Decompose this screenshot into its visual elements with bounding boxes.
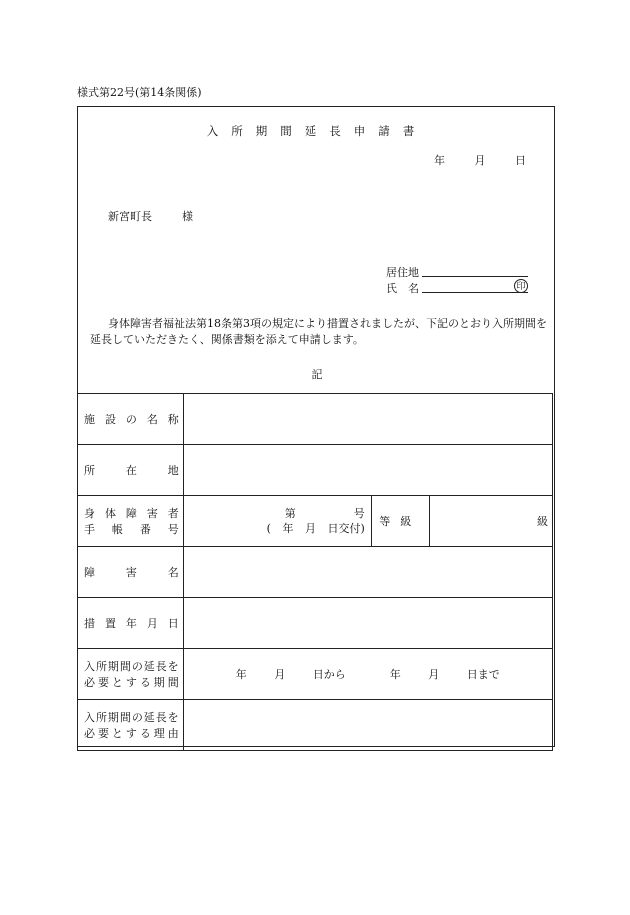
facility-name-label-text xyxy=(84,411,179,427)
name-field[interactable] xyxy=(422,292,528,293)
extension-period-label xyxy=(78,649,184,700)
label-char: 地 xyxy=(167,464,179,477)
extension-reason-label xyxy=(78,700,184,751)
measure-date-label xyxy=(78,598,184,649)
label-char: 在 xyxy=(125,464,137,477)
label-char: 理 xyxy=(153,727,165,740)
facility-name-label xyxy=(78,394,184,445)
label-char: 要 xyxy=(97,727,109,740)
label-char: 年 xyxy=(125,617,137,630)
label-char: す xyxy=(125,676,137,689)
application-form xyxy=(77,106,555,747)
label-char: の xyxy=(131,660,143,673)
row-facility-name xyxy=(78,394,553,445)
label-char: の xyxy=(131,711,143,724)
label-char: 置 xyxy=(104,617,116,630)
label-char: る xyxy=(139,727,151,740)
label-char: 長 xyxy=(155,660,167,673)
label-char: 月 xyxy=(146,617,158,630)
measure-date-field[interactable] xyxy=(183,598,552,649)
label-char: 入 xyxy=(84,660,95,673)
label-char: 身 xyxy=(84,507,95,520)
form-number: 様式第22号(第14条関係) xyxy=(77,86,202,99)
label-char: 必 xyxy=(84,727,95,740)
row-disability xyxy=(78,547,553,598)
label-char: 期 xyxy=(153,676,165,689)
handbook-number-field[interactable] xyxy=(184,496,372,546)
label-char: を xyxy=(167,660,179,673)
handbook-label-line2 xyxy=(84,521,179,537)
extension-reason-label-line1 xyxy=(84,709,179,725)
label-char: 措 xyxy=(84,617,95,630)
row-extension-reason xyxy=(78,700,553,751)
label-char: の xyxy=(125,413,137,426)
facility-name-field[interactable] xyxy=(183,394,552,445)
row-measure-date xyxy=(78,598,553,649)
name-label: 氏名 xyxy=(386,282,430,295)
label-char: 設 xyxy=(104,413,116,426)
disability-label xyxy=(78,547,184,598)
period-to: 年 月 日まで xyxy=(389,668,500,681)
label-char: 日 xyxy=(167,617,179,630)
extension-reason-field[interactable] xyxy=(183,700,552,751)
label-char: 体 xyxy=(104,507,116,520)
label-char: 延 xyxy=(143,660,155,673)
label-char: 所 xyxy=(84,464,95,477)
label-char: 間 xyxy=(119,660,131,673)
form-title: 入所期間延長申請書 xyxy=(206,124,428,138)
row-location xyxy=(78,445,553,496)
label-char: 入 xyxy=(84,711,95,724)
label-char: 障 xyxy=(125,507,137,520)
label-char: 名 xyxy=(146,413,158,426)
label-char: 要 xyxy=(97,676,109,689)
label-char: 号 xyxy=(167,523,179,536)
label-char: を xyxy=(167,711,179,724)
extension-reason-label-line2 xyxy=(84,725,179,741)
address-field[interactable] xyxy=(422,276,528,277)
label-char: 施 xyxy=(84,413,95,426)
application-statement: 身体障害者福祉法第18条第3項の規定により措置されましたが、下記のとおり入所期間を延長していただきたく、関係書類を添えて申請します。 xyxy=(90,317,547,346)
label-char: 害 xyxy=(146,507,158,520)
disability-label-text xyxy=(84,564,179,580)
period-from: 年 月 日から xyxy=(235,668,346,681)
row-handbook xyxy=(78,496,553,547)
handbook-value xyxy=(183,496,552,547)
row-extension-period xyxy=(78,649,553,700)
label-char: 障 xyxy=(84,566,95,579)
label-char: 間 xyxy=(167,676,179,689)
label-char: 期 xyxy=(107,660,119,673)
label-char: 帳 xyxy=(111,523,123,536)
measure-date-label-text xyxy=(84,615,179,631)
addressee-name: 新宮町長 xyxy=(108,210,152,223)
handbook-number-suffix: 号 xyxy=(353,507,365,520)
label-char: 必 xyxy=(84,676,95,689)
location-label-text xyxy=(84,462,179,478)
label-char: 害 xyxy=(125,566,137,579)
ki-heading: 記 xyxy=(311,368,323,381)
label-char: 由 xyxy=(167,727,179,740)
address-label: 居住地 xyxy=(386,266,419,279)
handbook-number-line1 xyxy=(184,506,365,521)
label-char: る xyxy=(139,676,151,689)
label-char: と xyxy=(111,727,123,740)
label-char: 手 xyxy=(84,523,95,536)
label-char: 称 xyxy=(167,413,179,426)
label-char: 者 xyxy=(167,507,179,520)
handbook-number-prefix: 第 xyxy=(284,507,296,520)
date-line: 年 月 日 xyxy=(434,154,526,167)
addressee xyxy=(108,208,193,224)
seal-mark: 印 xyxy=(514,279,528,293)
label-char: 名 xyxy=(167,566,179,579)
handbook-label-line1 xyxy=(84,505,179,521)
label-char: 延 xyxy=(143,711,155,724)
location-field[interactable] xyxy=(183,445,552,496)
label-char: 長 xyxy=(155,711,167,724)
handbook-issue-date: ( 年 月 日交付) xyxy=(266,522,365,535)
label-char: す xyxy=(125,727,137,740)
details-table xyxy=(77,393,553,751)
addressee-honorific: 様 xyxy=(182,210,193,223)
extension-period-label-line1 xyxy=(84,658,179,674)
location-label xyxy=(78,445,184,496)
label-char: 間 xyxy=(119,711,131,724)
disability-field[interactable] xyxy=(183,547,552,598)
label-char: 所 xyxy=(95,711,107,724)
extension-period-field[interactable] xyxy=(183,649,552,700)
label-char: 所 xyxy=(95,660,107,673)
handbook-label xyxy=(78,496,184,547)
grade-label: 等級 xyxy=(372,496,430,546)
label-char: と xyxy=(111,676,123,689)
label-char: 期 xyxy=(107,711,119,724)
grade-field[interactable]: 級 xyxy=(537,515,548,528)
extension-period-label-line2 xyxy=(84,674,179,690)
label-char: 番 xyxy=(139,523,151,536)
